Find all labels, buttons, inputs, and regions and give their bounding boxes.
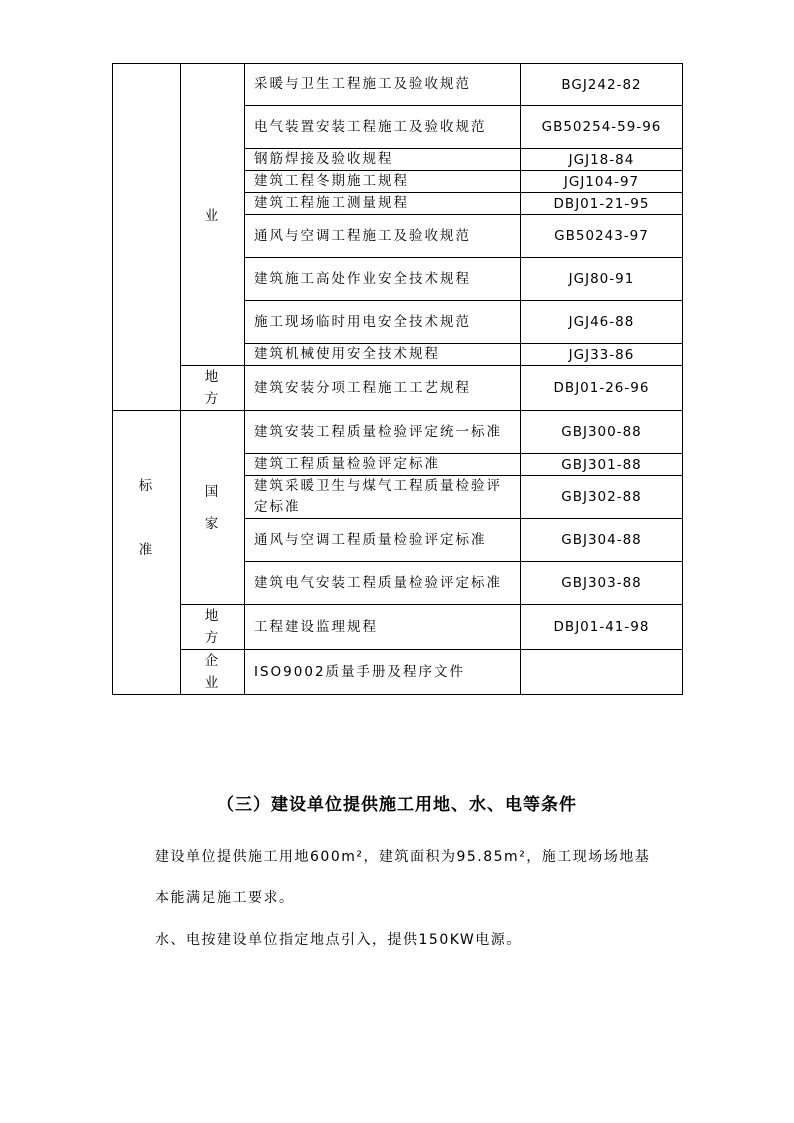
standard-name: 施工现场临时用电安全技术规范 [245,301,521,344]
standards-table [112,63,683,695]
category-cell: 标准 [113,411,181,695]
standard-code: GBJ300-88 [521,411,683,454]
standard-code: JGJ46-88 [521,301,683,344]
table-row [113,605,683,650]
standard-name: ISO9002质量手册及程序文件 [245,650,521,695]
standard-name: 建筑工程质量检验评定标准 [245,454,521,476]
standard-code: GBJ301-88 [521,454,683,476]
subcategory-cell: 地方 [181,366,245,411]
table-row [113,64,683,106]
subcategory-cell: 地方 [181,605,245,650]
standard-code: BGJ242-82 [521,64,683,106]
standard-name: 建筑安装工程质量检验评定统一标准 [245,411,521,454]
standard-code: GBJ304-88 [521,519,683,562]
standard-name: 建筑机械使用安全技术规程 [245,344,521,366]
table-row [113,411,683,454]
standard-name: 通风与空调工程施工及验收规范 [245,215,521,258]
standard-name: 电气装置安装工程施工及验收规范 [245,106,521,149]
standard-code: JGJ80-91 [521,258,683,301]
paragraph-line: 本能满足施工要求。 [155,890,295,906]
paragraph-line: 水、电按建设单位指定地点引入，提供150KW电源。 [155,932,522,948]
category-cell-blank [113,64,181,411]
standard-name: 建筑电气安装工程质量检验评定标准 [245,562,521,605]
standard-name: 建筑工程施工测量规程 [245,193,521,215]
standard-code: GBJ303-88 [521,562,683,605]
standard-name: 建筑工程冬期施工规程 [245,171,521,193]
standard-name: 钢筋焊接及验收规程 [245,149,521,171]
standard-code: DBJ01-21-95 [521,193,683,215]
standard-code: GB50254-59-96 [521,106,683,149]
subcategory-cell: 国家 [181,411,245,605]
standard-name: 建筑施工高处作业安全技术规程 [245,258,521,301]
subcategory-cell: 企业 [181,650,245,695]
standard-code [521,650,683,695]
table-row [113,366,683,411]
standard-code: DBJ01-41-98 [521,605,683,650]
standard-name: 建筑采暖卫生与煤气工程质量检验评定标准 [245,476,521,519]
standard-code: JGJ104-97 [521,171,683,193]
paragraph-line: 建设单位提供施工用地600m²，建筑面积为95.85m²，施工现场场地基 [155,849,651,865]
standard-name: 建筑安装分项工程施工工艺规程 [245,366,521,411]
standard-name: 通风与空调工程质量检验评定标准 [245,519,521,562]
table-row [113,650,683,695]
standard-code: JGJ33-86 [521,344,683,366]
standard-name: 工程建设监理规程 [245,605,521,650]
section-heading: （三）建设单位提供施工用地、水、电等条件 [217,795,577,815]
standard-code: DBJ01-26-96 [521,366,683,411]
standard-name: 采暖与卫生工程施工及验收规范 [245,64,521,106]
standard-code: GB50243-97 [521,215,683,258]
standard-code: GBJ302-88 [521,476,683,519]
subcategory-cell: 业 [181,64,245,366]
standard-code: JGJ18-84 [521,149,683,171]
